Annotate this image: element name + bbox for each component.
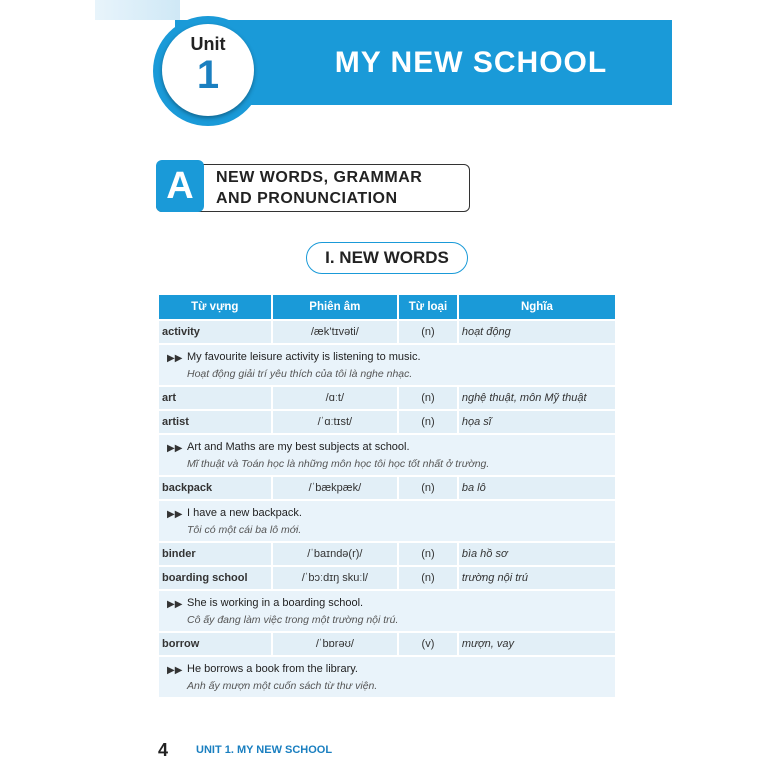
vocab-part-of-speech: (n): [398, 386, 458, 410]
page-number: 4: [158, 740, 169, 760]
vocab-meaning: họa sĩ: [458, 410, 616, 434]
example-cell: [158, 500, 616, 542]
unit-badge: [162, 24, 254, 116]
example-vietnamese: Cô ấy đang làm việc trong một trường nội trú.: [187, 613, 399, 626]
table-row: [158, 386, 616, 410]
vocab-part-of-speech: (n): [398, 542, 458, 566]
example-cell: [158, 344, 616, 386]
vocab-phonetic: /ˈbɔːdɪŋ skuːl/: [272, 566, 399, 590]
vocab-word: activity: [158, 320, 272, 344]
double-arrow-icon: ▶▶: [167, 353, 183, 364]
page-title: MY NEW SCHOOL: [334, 45, 608, 79]
vocabulary-table: [157, 293, 617, 699]
double-arrow-icon: ▶▶: [167, 665, 183, 676]
example-vietnamese: Hoạt động giải trí yêu thích của tôi là nghe nhạc.: [187, 367, 413, 380]
unit-number: 1: [196, 53, 220, 97]
vocab-meaning: trường nội trú: [458, 566, 616, 590]
example-cell: [158, 590, 616, 632]
vocab-part-of-speech: (v): [398, 632, 458, 656]
table-row: [158, 320, 616, 344]
example-english: My favourite leisure activity is listening to music.: [187, 350, 421, 363]
running-title: UNIT 1. MY NEW SCHOOL: [196, 744, 333, 756]
table-row: [158, 410, 616, 434]
section-title-line1: NEW WORDS, GRAMMAR: [216, 169, 423, 186]
example-vietnamese: Mĩ thuật và Toán học là những môn học tôi học tốt nhất ở trường.: [187, 457, 490, 470]
table-row: [158, 542, 616, 566]
vocab-phonetic: /ˈɑːtɪst/: [272, 410, 399, 434]
vocab-part-of-speech: (n): [398, 566, 458, 590]
unit-label: Unit: [190, 34, 226, 54]
table-row: [158, 476, 616, 500]
section-letter: A: [156, 160, 204, 212]
column-header-part-of-speech: Từ loại: [398, 294, 458, 320]
top-strip: [95, 0, 180, 20]
vocab-phonetic: /ˈbækpæk/: [272, 476, 399, 500]
vocab-word: binder: [158, 542, 272, 566]
vocab-part-of-speech: (n): [398, 320, 458, 344]
vocab-part-of-speech: (n): [398, 410, 458, 434]
example-vietnamese: Tôi có một cái ba lô mới.: [187, 523, 302, 536]
example-row: [158, 590, 616, 632]
example-cell: [158, 656, 616, 698]
example-row: [158, 344, 616, 386]
vocab-word: art: [158, 386, 272, 410]
table-row: [158, 632, 616, 656]
vocab-word: boarding school: [158, 566, 272, 590]
double-arrow-icon: ▶▶: [167, 509, 183, 520]
vocab-phonetic: /ˈbɒrəʊ/: [272, 632, 399, 656]
column-header-phonetic: Phiên âm: [272, 294, 399, 320]
example-english: He borrows a book from the library.: [187, 662, 358, 675]
example-vietnamese: Anh ấy mượn một cuốn sách từ thư viện.: [187, 679, 378, 692]
vocab-part-of-speech: (n): [398, 476, 458, 500]
column-header-word: Từ vựng: [158, 294, 272, 320]
double-arrow-icon: ▶▶: [167, 599, 183, 610]
vocab-word: backpack: [158, 476, 272, 500]
vocab-phonetic: /æk’tɪvəti/: [272, 320, 399, 344]
vocab-meaning: ba lô: [458, 476, 616, 500]
vocab-phonetic: /ɑːt/: [272, 386, 399, 410]
subsection-title: I. NEW WORDS: [306, 242, 468, 274]
vocab-meaning: nghệ thuật, môn Mỹ thuật: [458, 386, 616, 410]
table-header-row: [158, 294, 616, 320]
example-row: [158, 434, 616, 476]
vocab-word: artist: [158, 410, 272, 434]
vocab-word: borrow: [158, 632, 272, 656]
vocab-phonetic: /ˈbaɪndə(r)/: [272, 542, 399, 566]
double-arrow-icon: ▶▶: [167, 443, 183, 454]
example-row: [158, 656, 616, 698]
vocab-meaning: mượn, vay: [458, 632, 616, 656]
example-english: She is working in a boarding school.: [187, 596, 364, 609]
section-title-line2: AND PRONUNCIATION: [216, 190, 398, 207]
section-title: [216, 167, 466, 209]
vocab-meaning: hoạt động: [458, 320, 616, 344]
example-row: [158, 500, 616, 542]
column-header-meaning: Nghĩa: [458, 294, 616, 320]
example-english: I have a new backpack.: [187, 506, 302, 519]
example-english: Art and Maths are my best subjects at school.: [187, 440, 410, 453]
table-row: [158, 566, 616, 590]
example-cell: [158, 434, 616, 476]
vocab-meaning: bìa hồ sơ: [458, 542, 616, 566]
